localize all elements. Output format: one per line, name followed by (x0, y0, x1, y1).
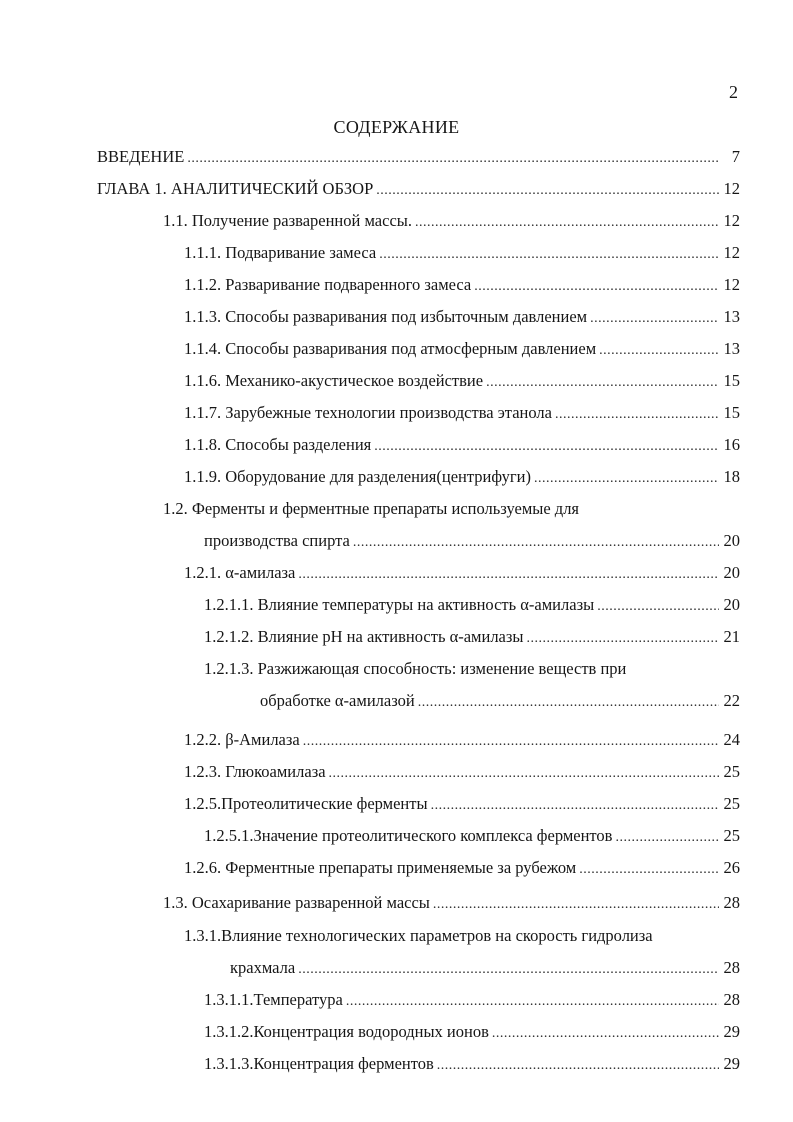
dot-leader (298, 959, 719, 981)
toc-entry-1-3-1-line2[interactable] (230, 957, 740, 981)
toc-entry-1-1-4[interactable] (184, 338, 740, 362)
toc-entry-text: 1.2.5.Протеолитические ферменты (184, 794, 428, 813)
dot-leader (418, 692, 719, 714)
toc-entry-text: 1.1.1. Подваривание замеса (184, 243, 377, 262)
toc-entry-1-1-1[interactable] (184, 242, 740, 266)
toc-entry-text: 1.2.5.1.Значение протеолитического комплекса ферментов (204, 826, 613, 845)
toc-entry-1-2-5-1[interactable] (204, 825, 740, 849)
toc-entry-text: 1.3.1.3.Концентрация ферментов (204, 1054, 434, 1073)
dot-leader (303, 731, 719, 753)
toc-entry-1-1[interactable] (163, 210, 740, 234)
dot-leader (492, 1023, 719, 1045)
toc-entry-chapter-1[interactable] (97, 178, 740, 202)
toc-entry-text: 1.2.2. β-Амилаза (184, 730, 300, 749)
toc-entry-page: 13 (723, 307, 740, 326)
toc-entry-text: 1.3.1.2.Концентрация водородных ионов (204, 1022, 489, 1041)
toc-entry-1-2-1-3-line2[interactable] (260, 690, 740, 714)
toc-entry-text: 1.1.9. Оборудование для разделения(центрифуги) (184, 467, 531, 486)
toc-entry-1-3-1-1[interactable] (204, 989, 740, 1013)
toc-entry-page: 15 (723, 371, 740, 390)
toc-entry-1-2-1-3-line1[interactable] (204, 658, 740, 680)
toc-entry-page: 29 (723, 1054, 740, 1073)
toc-entry-text: 1.1.7. Зарубежные технологии производства этанола (184, 403, 552, 422)
toc-entry-1-3[interactable] (163, 892, 740, 916)
toc-entry-1-2-1-1[interactable] (204, 594, 740, 618)
toc-entry-1-2-2[interactable] (184, 729, 740, 753)
toc-entry-1-2-5[interactable] (184, 793, 740, 817)
toc-entry-text: 1.3.1.Влияние технологических параметров на скорость гидролиза (184, 926, 653, 945)
dot-leader (599, 340, 719, 362)
toc-entry-1-2-line1[interactable] (163, 498, 740, 520)
toc-entry-text: 1.1.4. Способы разваривания под атмосферным давлением (184, 339, 597, 358)
dot-leader (579, 859, 719, 881)
toc-entry-1-3-1-line1[interactable] (184, 925, 740, 947)
toc-entry-1-1-7[interactable] (184, 402, 740, 426)
toc-entry-text: 1.2.1.1. Влияние температуры на активность α-амилазы (204, 595, 595, 614)
toc-entry-text: 1.2.1.3. Разжижающая способность: изменение веществ при (204, 659, 627, 678)
toc-entry-text: 1.1. Получение разваренной массы. (163, 211, 412, 230)
toc-entry-text: 1.2.3. Глюкоамилаза (184, 762, 326, 781)
toc-entry-text: 1.2.1. α-амилаза (184, 563, 296, 582)
toc-entry-page: 7 (731, 147, 740, 166)
dot-leader (298, 564, 719, 586)
toc-entry-1-2-line2[interactable] (204, 530, 740, 554)
toc-entry-page: 29 (723, 1022, 740, 1041)
dot-leader (379, 244, 719, 266)
toc-entry-page: 25 (723, 826, 740, 845)
toc-entry-text: 1.1.3. Способы разваривания под избыточным давлением (184, 307, 588, 326)
toc-entry-text: ВВЕДЕНИЕ (97, 147, 185, 166)
dot-leader (437, 1055, 719, 1077)
toc-entry-page: 18 (723, 467, 740, 486)
toc-entry-page: 21 (723, 627, 740, 646)
toc-entry-text: производства спирта (204, 531, 350, 550)
toc-entry-page: 25 (723, 762, 740, 781)
toc-entry-text: 1.3.1.1.Температура (204, 990, 343, 1009)
toc-entry-page: 20 (723, 531, 740, 550)
toc-entry-page: 25 (723, 794, 740, 813)
toc-entry-1-1-6[interactable] (184, 370, 740, 394)
toc-entry-page: 12 (723, 243, 740, 262)
dot-leader (597, 596, 719, 618)
dot-leader (376, 180, 719, 202)
toc-entry-1-2-3[interactable] (184, 761, 740, 785)
toc-entry-page: 12 (723, 179, 740, 198)
toc-entry-text: ГЛАВА 1. АНАЛИТИЧЕСКИЙ ОБЗОР (97, 179, 374, 198)
toc-entry-text: 1.1.2. Разваривание подваренного замеса (184, 275, 472, 294)
toc-entry-text: 1.2.6. Ферментные препараты применяемые за рубежом (184, 858, 577, 877)
toc-entry-text: 1.2.1.2. Влияние рН на активность α-амилазы (204, 627, 524, 646)
toc-entry-1-1-9[interactable] (184, 466, 740, 490)
dot-leader (187, 148, 719, 170)
toc-entry-page: 28 (723, 893, 740, 912)
dot-leader (353, 532, 719, 554)
toc-entry-1-3-1-3[interactable] (204, 1053, 740, 1077)
toc-entry-text: 1.3. Осахаривание разваренной массы (163, 893, 430, 912)
toc-entry-page: 12 (723, 275, 740, 294)
dot-leader (433, 894, 719, 916)
dot-leader (374, 436, 719, 458)
toc-entry-page: 13 (723, 339, 740, 358)
toc-entry-1-1-3[interactable] (184, 306, 740, 330)
toc-entry-vvedenie[interactable] (97, 146, 740, 170)
toc-entry-page: 28 (723, 990, 740, 1009)
toc-entry-page: 12 (723, 211, 740, 230)
dot-leader (534, 468, 719, 490)
dot-leader (415, 212, 719, 234)
toc-entry-page: 20 (723, 595, 740, 614)
toc-entry-page: 22 (723, 691, 740, 710)
toc-entry-text: 1.2. Ферменты и ферментные препараты используемые для (163, 499, 580, 518)
toc-entry-text: обработке α-амилазой (260, 691, 415, 710)
dot-leader (527, 628, 720, 650)
toc-entry-page: 26 (723, 858, 740, 877)
toc-entry-page: 28 (723, 958, 740, 977)
toc-entry-text: 1.1.8. Способы разделения (184, 435, 372, 454)
toc-entry-1-2-1-2[interactable] (204, 626, 740, 650)
toc-entry-1-3-1-2[interactable] (204, 1021, 740, 1045)
toc-entry-1-2-6[interactable] (184, 857, 740, 881)
dot-leader (555, 404, 719, 426)
dot-leader (486, 372, 719, 394)
toc-entry-page: 15 (723, 403, 740, 422)
toc-entry-text: 1.1.6. Механико-акустическое воздействие (184, 371, 484, 390)
dot-leader (329, 763, 719, 785)
toc-entry-text: крахмала (230, 958, 296, 977)
toc-entry-1-1-8[interactable] (184, 434, 740, 458)
page-title: СОДЕРЖАНИЕ (333, 117, 460, 137)
page-number: 2 (729, 82, 738, 102)
dot-leader (431, 795, 719, 817)
toc-entry-1-1-2[interactable] (184, 274, 740, 298)
toc-entry-page: 16 (723, 435, 740, 454)
dot-leader (590, 308, 719, 330)
toc-entry-1-2-1[interactable] (184, 562, 740, 586)
dot-leader (615, 827, 719, 849)
dot-leader (346, 991, 719, 1013)
toc-entry-page: 24 (723, 730, 740, 749)
dot-leader (474, 276, 719, 298)
toc-entry-page: 20 (723, 563, 740, 582)
